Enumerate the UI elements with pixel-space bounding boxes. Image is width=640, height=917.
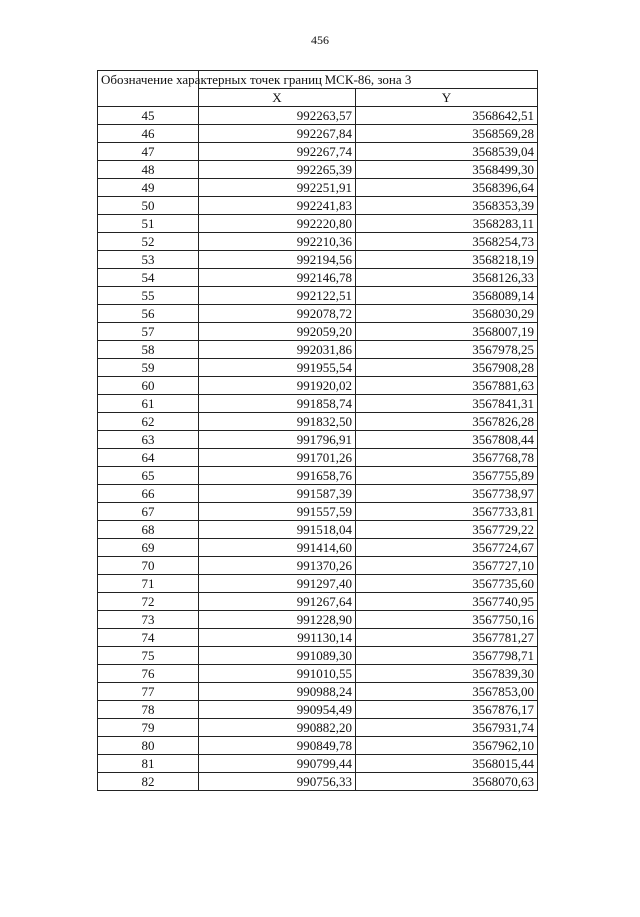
y-coordinate-cell: 3567740,95 <box>356 593 538 611</box>
point-number-cell: 62 <box>98 413 199 431</box>
table-body <box>98 107 538 791</box>
point-number-cell: 59 <box>98 359 199 377</box>
x-coordinate-cell: 992241,83 <box>199 197 356 215</box>
y-coordinate-cell: 3568015,44 <box>356 755 538 773</box>
point-number-cell: 72 <box>98 593 199 611</box>
y-coordinate-cell: 3567768,78 <box>356 449 538 467</box>
x-coordinate-cell: 992078,72 <box>199 305 356 323</box>
table-row <box>98 521 538 539</box>
y-coordinate-cell: 3567755,89 <box>356 467 538 485</box>
point-number-cell: 54 <box>98 269 199 287</box>
header-x: X <box>199 89 356 107</box>
y-coordinate-cell: 3568499,30 <box>356 161 538 179</box>
table-row <box>98 305 538 323</box>
point-number-cell: 75 <box>98 647 199 665</box>
table-row <box>98 107 538 125</box>
table-row <box>98 449 538 467</box>
y-coordinate-cell: 3568089,14 <box>356 287 538 305</box>
point-number-cell: 55 <box>98 287 199 305</box>
y-coordinate-cell: 3568218,19 <box>356 251 538 269</box>
table-row <box>98 737 538 755</box>
point-number-cell: 58 <box>98 341 199 359</box>
table-row <box>98 287 538 305</box>
x-coordinate-cell: 991587,39 <box>199 485 356 503</box>
x-coordinate-cell: 992194,56 <box>199 251 356 269</box>
table-row <box>98 773 538 791</box>
table-row <box>98 611 538 629</box>
table-row <box>98 359 538 377</box>
point-number-cell: 69 <box>98 539 199 557</box>
y-coordinate-cell: 3568642,51 <box>356 107 538 125</box>
y-coordinate-cell: 3567724,67 <box>356 539 538 557</box>
y-coordinate-cell: 3567931,74 <box>356 719 538 737</box>
point-number-cell: 78 <box>98 701 199 719</box>
y-coordinate-cell: 3568007,19 <box>356 323 538 341</box>
y-coordinate-cell: 3567735,60 <box>356 575 538 593</box>
table-row <box>98 665 538 683</box>
point-number-cell: 57 <box>98 323 199 341</box>
y-coordinate-cell: 3567962,10 <box>356 737 538 755</box>
y-coordinate-cell: 3568254,73 <box>356 233 538 251</box>
y-coordinate-cell: 3567727,10 <box>356 557 538 575</box>
y-coordinate-cell: 3568353,39 <box>356 197 538 215</box>
header-y: Y <box>356 89 538 107</box>
header-point-designation: Обозначение характерных точек границ <box>98 71 199 107</box>
y-coordinate-cell: 3567798,71 <box>356 647 538 665</box>
table-row <box>98 629 538 647</box>
y-coordinate-cell: 3567808,44 <box>356 431 538 449</box>
point-number-cell: 45 <box>98 107 199 125</box>
point-number-cell: 52 <box>98 233 199 251</box>
table-row <box>98 413 538 431</box>
table-row <box>98 701 538 719</box>
table-row <box>98 179 538 197</box>
page-number: 456 <box>311 33 329 47</box>
table-row <box>98 485 538 503</box>
point-number-cell: 73 <box>98 611 199 629</box>
point-number-cell: 65 <box>98 467 199 485</box>
point-number-cell: 76 <box>98 665 199 683</box>
x-coordinate-cell: 990988,24 <box>199 683 356 701</box>
x-coordinate-cell: 991414,60 <box>199 539 356 557</box>
x-coordinate-cell: 992267,74 <box>199 143 356 161</box>
table-row <box>98 341 538 359</box>
y-coordinate-cell: 3568283,11 <box>356 215 538 233</box>
x-coordinate-cell: 991701,26 <box>199 449 356 467</box>
y-coordinate-cell: 3568070,63 <box>356 773 538 791</box>
point-number-cell: 51 <box>98 215 199 233</box>
x-coordinate-cell: 992059,20 <box>199 323 356 341</box>
x-coordinate-cell: 992263,57 <box>199 107 356 125</box>
x-coordinate-cell: 991658,76 <box>199 467 356 485</box>
x-coordinate-cell: 991297,40 <box>199 575 356 593</box>
point-number-cell: 71 <box>98 575 199 593</box>
y-coordinate-cell: 3567908,28 <box>356 359 538 377</box>
y-coordinate-cell: 3567826,28 <box>356 413 538 431</box>
x-coordinate-cell: 991557,59 <box>199 503 356 521</box>
x-coordinate-cell: 990882,20 <box>199 719 356 737</box>
x-coordinate-cell: 991228,90 <box>199 611 356 629</box>
x-coordinate-cell: 991267,64 <box>199 593 356 611</box>
y-coordinate-cell: 3567738,97 <box>356 485 538 503</box>
table-row <box>98 719 538 737</box>
y-coordinate-cell: 3568569,28 <box>356 125 538 143</box>
point-number-cell: 64 <box>98 449 199 467</box>
table-row <box>98 593 538 611</box>
coordinates-table <box>97 70 538 791</box>
x-coordinate-cell: 991089,30 <box>199 647 356 665</box>
x-coordinate-cell: 991858,74 <box>199 395 356 413</box>
x-coordinate-cell: 990954,49 <box>199 701 356 719</box>
y-coordinate-cell: 3567839,30 <box>356 665 538 683</box>
y-coordinate-cell: 3568539,04 <box>356 143 538 161</box>
point-number-cell: 53 <box>98 251 199 269</box>
table-row <box>98 755 538 773</box>
x-coordinate-cell: 990756,33 <box>199 773 356 791</box>
point-number-cell: 56 <box>98 305 199 323</box>
point-number-cell: 67 <box>98 503 199 521</box>
point-number-cell: 68 <box>98 521 199 539</box>
x-coordinate-cell: 992122,51 <box>199 287 356 305</box>
x-coordinate-cell: 992267,84 <box>199 125 356 143</box>
x-coordinate-cell: 992210,36 <box>199 233 356 251</box>
y-coordinate-cell: 3567781,27 <box>356 629 538 647</box>
x-coordinate-cell: 991010,55 <box>199 665 356 683</box>
y-coordinate-cell: 3567733,81 <box>356 503 538 521</box>
x-coordinate-cell: 992220,80 <box>199 215 356 233</box>
point-number-cell: 48 <box>98 161 199 179</box>
x-coordinate-cell: 990799,44 <box>199 755 356 773</box>
table-row <box>98 503 538 521</box>
x-coordinate-cell: 992251,91 <box>199 179 356 197</box>
table-row <box>98 233 538 251</box>
y-coordinate-cell: 3567729,22 <box>356 521 538 539</box>
point-number-cell: 47 <box>98 143 199 161</box>
table-row <box>98 377 538 395</box>
x-coordinate-cell: 991518,04 <box>199 521 356 539</box>
point-number-cell: 63 <box>98 431 199 449</box>
table-row <box>98 539 538 557</box>
table-row <box>98 323 538 341</box>
point-number-cell: 46 <box>98 125 199 143</box>
x-coordinate-cell: 991920,02 <box>199 377 356 395</box>
table-row <box>98 269 538 287</box>
table-row <box>98 161 538 179</box>
point-number-cell: 80 <box>98 737 199 755</box>
table-row <box>98 557 538 575</box>
point-number-cell: 79 <box>98 719 199 737</box>
point-number-cell: 82 <box>98 773 199 791</box>
table-row <box>98 197 538 215</box>
header-coordinate-system: МСК-86, зона 3 <box>199 71 538 89</box>
y-coordinate-cell: 3568030,29 <box>356 305 538 323</box>
table-header <box>98 71 538 107</box>
point-number-cell: 70 <box>98 557 199 575</box>
y-coordinate-cell: 3568126,33 <box>356 269 538 287</box>
x-coordinate-cell: 991796,91 <box>199 431 356 449</box>
x-coordinate-cell: 991832,50 <box>199 413 356 431</box>
point-number-cell: 66 <box>98 485 199 503</box>
point-number-cell: 61 <box>98 395 199 413</box>
point-number-cell: 60 <box>98 377 199 395</box>
table-row <box>98 395 538 413</box>
table-row <box>98 251 538 269</box>
y-coordinate-cell: 3567876,17 <box>356 701 538 719</box>
x-coordinate-cell: 992146,78 <box>199 269 356 287</box>
x-coordinate-cell: 990849,78 <box>199 737 356 755</box>
table-row <box>98 215 538 233</box>
point-number-cell: 50 <box>98 197 199 215</box>
x-coordinate-cell: 991955,54 <box>199 359 356 377</box>
point-number-cell: 81 <box>98 755 199 773</box>
y-coordinate-cell: 3568396,64 <box>356 179 538 197</box>
y-coordinate-cell: 3567853,00 <box>356 683 538 701</box>
point-number-cell: 77 <box>98 683 199 701</box>
table-row <box>98 467 538 485</box>
x-coordinate-cell: 991130,14 <box>199 629 356 647</box>
x-coordinate-cell: 992265,39 <box>199 161 356 179</box>
point-number-cell: 74 <box>98 629 199 647</box>
table-row <box>98 143 538 161</box>
table-row <box>98 575 538 593</box>
y-coordinate-cell: 3567750,16 <box>356 611 538 629</box>
x-coordinate-cell: 991370,26 <box>199 557 356 575</box>
point-number-cell: 49 <box>98 179 199 197</box>
table-row <box>98 125 538 143</box>
x-coordinate-cell: 992031,86 <box>199 341 356 359</box>
y-coordinate-cell: 3567881,63 <box>356 377 538 395</box>
table-row <box>98 647 538 665</box>
y-coordinate-cell: 3567841,31 <box>356 395 538 413</box>
table-row <box>98 431 538 449</box>
y-coordinate-cell: 3567978,25 <box>356 341 538 359</box>
table-row <box>98 683 538 701</box>
